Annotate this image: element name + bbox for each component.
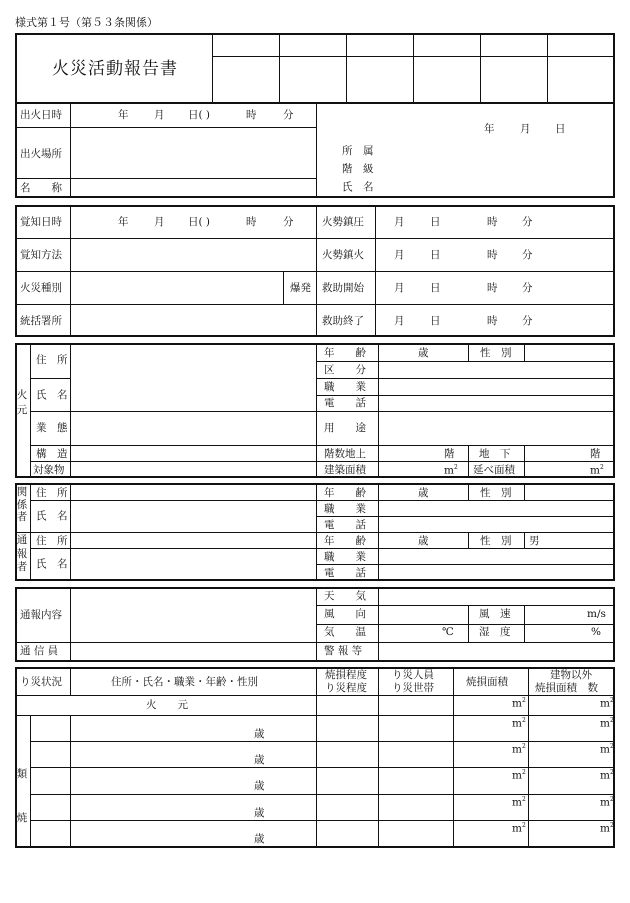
page-title: 火災活動報告書 [52,59,178,79]
origin-name-label: 氏 名 [36,389,68,401]
progress-label-2: 救助開始 [322,282,364,294]
origin-category-label: 区 分 [324,364,366,376]
notice-month: 月 [154,216,165,228]
explosion-label: 爆発 [290,282,311,294]
victims-header-2: り災世帯 [392,682,434,694]
progress-hour-0: 時 [487,216,498,228]
weather-label: 天 気 [324,590,366,602]
rank-label: 階 級 [342,163,374,175]
progress-day-0: 日 [430,216,441,228]
notice-year: 年 [118,216,129,228]
fire-origin-vertical-label: 火元 [16,389,28,417]
progress-month-1: 月 [394,249,405,261]
wind-speed-label: 風 速 [479,608,511,620]
spread-age-unit-4: 歳 [254,833,265,845]
dt-day: 日( ) [188,109,211,121]
reporter-age-label: 年 齢 [324,535,366,547]
reporter-name-label2: 氏 名 [36,558,68,570]
spread-area-unit-3-0: $m^2$ [512,796,526,809]
origin-address-label: 住 所 [36,354,68,366]
origin-occupation-label: 職 業 [324,381,366,393]
underground-label: 地 下 [479,448,511,460]
related-persons-label: 関係者 [16,486,28,524]
related-name-label: 氏 名 [36,510,68,522]
origin-other-unit: $m^2$ [600,697,614,710]
affiliation-label: 所 属 [342,145,374,157]
spread-area-unit-1-0: $m^2$ [512,743,526,756]
spread-area-unit-2-0: $m^2$ [512,769,526,782]
spread-fire-vertical-label: 類焼 [16,768,28,825]
fire-datetime-label: 出火日時 [20,109,62,121]
building-area-label: 建築面積 [324,464,366,476]
spread-area-unit-4-1: $m^2$ [600,822,614,835]
spread-age-unit-3: 歳 [254,807,265,819]
spread-area-unit-2-1: $m^2$ [600,769,614,782]
spread-age-unit-2: 歳 [254,780,265,792]
damage-degree-header-1: 焼損程度 [325,669,367,681]
related-address-label: 住 所 [36,487,68,499]
progress-hour-3: 時 [487,315,498,327]
building-area-unit: $m^2$ [444,464,458,477]
notice-datetime-label: 覚知日時 [20,216,62,228]
report-year: 年 [484,123,495,135]
humidity-label: 湿 度 [479,626,511,638]
origin-target-label: 対象物 [33,464,65,476]
fire-type-label: 火災種別 [20,282,62,294]
report-month: 月 [520,123,531,135]
origin-usage-label: 用 途 [324,422,366,434]
dt-hour: 時 [246,109,257,121]
station-label: 統括署所 [20,315,62,327]
reporter-persons-label: 通報者 [16,534,28,574]
fire-place-label: 出火場所 [20,148,62,160]
dt-min: 分 [283,109,294,121]
origin-structure-label: 構 造 [36,448,68,460]
other-area-header-1: 建物以外 [550,669,592,681]
spread-area-unit-0-1: $m^2$ [600,717,614,730]
origin-burn-unit: $m^2$ [512,697,526,710]
related-occupation-label: 職 業 [324,503,366,515]
notice-min: 分 [283,216,294,228]
reporter-sex-label: 性 別 [480,535,512,547]
notice-day: 日( ) [188,216,211,228]
wind-speed-unit: m/s [587,608,606,620]
reporter-name-label: 氏 名 [342,181,374,193]
origin-age-unit: 歳 [418,347,429,359]
person-info-header: 住所・氏名・職業・年齢・性別 [111,676,258,688]
victims-header-1: り災人員 [392,669,434,681]
spread-area-unit-3-1: $m^2$ [600,796,614,809]
dt-year: 年 [118,109,129,121]
spread-area-unit-1-1: $m^2$ [600,743,614,756]
reporter-sex-value: 男 [529,535,540,547]
damage-status-label: り災状況 [20,676,62,688]
origin-business-label: 業 態 [36,422,68,434]
underground-unit: 階 [590,448,601,460]
name-label: 名 称 [20,182,62,194]
spread-age-unit-0: 歳 [254,728,265,740]
operator-label: 通 信 員 [20,645,59,657]
burn-area-header: 焼損面積 [466,676,508,688]
notice-hour: 時 [246,216,257,228]
progress-month-3: 月 [394,315,405,327]
progress-day-2: 日 [430,282,441,294]
progress-label-0: 火勢鎮圧 [322,216,364,228]
form-number: 様式第１号（第５３条関係） [15,16,158,29]
damage-degree-header-2: り災程度 [325,682,367,694]
dt-month: 月 [154,109,165,121]
temperature-unit: ℃ [442,626,454,638]
progress-day-3: 日 [430,315,441,327]
humidity-unit: % [591,626,601,638]
floors-above-label: 階数地上 [324,448,366,460]
progress-minute-0: 分 [522,216,533,228]
progress-label-3: 救助終了 [322,315,364,327]
related-age-label: 年 齢 [324,487,366,499]
reporter-phone-label: 電 話 [324,567,366,579]
wind-direction-label: 風 向 [324,608,366,620]
reporter-age-unit: 歳 [418,535,429,547]
spread-age-unit-1: 歳 [254,754,265,766]
fire-origin-row-label: 火 元 [146,699,188,711]
progress-month-2: 月 [394,282,405,294]
related-phone-label: 電 話 [324,519,366,531]
progress-minute-3: 分 [522,315,533,327]
origin-age-label: 年 齢 [324,347,366,359]
progress-minute-2: 分 [522,282,533,294]
progress-label-1: 火勢鎮火 [322,249,364,261]
progress-month-0: 月 [394,216,405,228]
other-area-header-2: 焼損面積 数 [535,682,598,694]
spread-area-unit-4-0: $m^2$ [512,822,526,835]
related-age-unit: 歳 [418,487,429,499]
progress-hour-1: 時 [487,249,498,261]
report-content-label: 通報内容 [20,609,62,621]
floors-above-unit: 階 [444,448,455,460]
related-sex-label: 性 別 [480,487,512,499]
progress-hour-2: 時 [487,282,498,294]
spread-area-unit-0-0: $m^2$ [512,717,526,730]
origin-sex-label: 性 別 [480,347,512,359]
total-floor-area-label: 延べ面積 [473,464,515,476]
reporter-occupation-label: 職 業 [324,551,366,563]
progress-day-1: 日 [430,249,441,261]
alert-label: 警 報 等 [324,645,363,657]
reporter-address-label: 住 所 [36,535,68,547]
total-floor-area-unit: $m^2$ [590,464,604,477]
temperature-label: 気 温 [324,626,366,638]
report-day: 日 [555,123,566,135]
origin-phone-label: 電 話 [324,397,366,409]
progress-minute-1: 分 [522,249,533,261]
fire-occurrence-block [15,102,615,198]
notice-method-label: 覚知方法 [20,249,62,261]
